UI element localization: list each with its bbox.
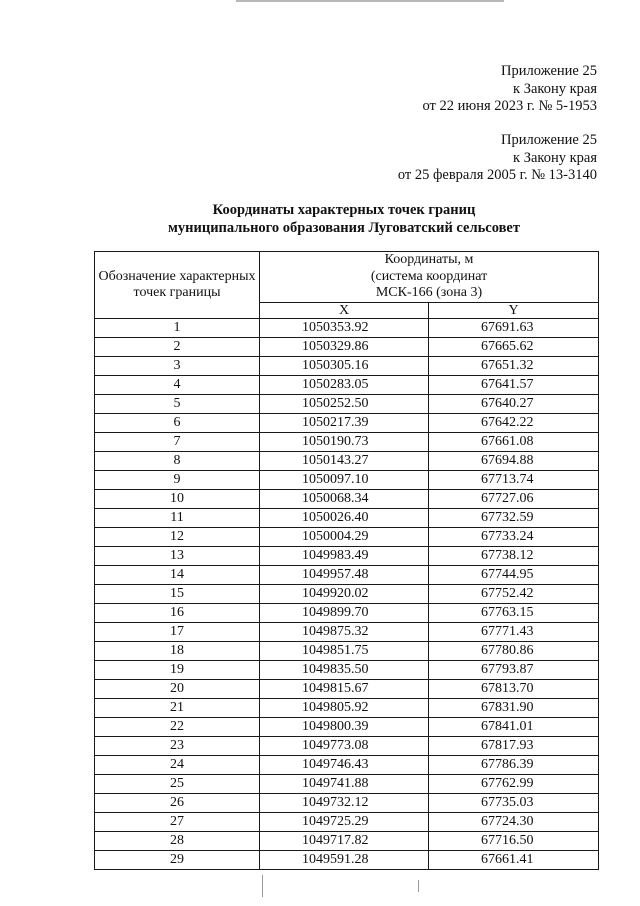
x-coordinate-cell: 1049805.92 [260, 699, 429, 718]
point-id-cell: 18 [95, 642, 260, 661]
table-row [95, 604, 599, 623]
table-row [95, 737, 599, 756]
x-coordinate-cell: 1049725.29 [260, 813, 429, 832]
table-row [95, 680, 599, 699]
y-coordinate-cell: 67762.99 [429, 775, 599, 794]
x-coordinate-cell: 1049591.28 [260, 851, 429, 870]
table-row [95, 452, 599, 471]
point-id-cell: 8 [95, 452, 260, 471]
appendix-current-line2: к Закону края [513, 80, 597, 97]
y-coordinate-cell: 67780.86 [429, 642, 599, 661]
appendix-current-line1: Приложение 25 [501, 63, 597, 79]
document-title-line1: Координаты характерных точек границ [212, 202, 476, 218]
x-coordinate-cell: 1050068.34 [260, 490, 429, 509]
x-column-header: X [260, 303, 429, 319]
point-id-cell: 25 [95, 775, 260, 794]
coordinates-table [94, 251, 599, 870]
point-id-header: Обозначение характерных точек границы [95, 252, 260, 319]
table-row [95, 756, 599, 775]
x-coordinate-cell: 1049899.70 [260, 604, 429, 623]
point-id-cell: 23 [95, 737, 260, 756]
point-id-cell: 12 [95, 528, 260, 547]
point-id-cell: 14 [95, 566, 260, 585]
x-coordinate-cell: 1049875.32 [260, 623, 429, 642]
x-coordinate-cell: 1049741.88 [260, 775, 429, 794]
x-coordinate-cell: 1049717.82 [260, 832, 429, 851]
x-coordinate-cell: 1049835.50 [260, 661, 429, 680]
x-coordinate-cell: 1050004.29 [260, 528, 429, 547]
y-coordinate-cell: 67735.03 [429, 794, 599, 813]
point-id-cell: 2 [95, 338, 260, 357]
y-coordinate-cell: 67733.24 [429, 528, 599, 547]
x-coordinate-cell: 1049851.75 [260, 642, 429, 661]
point-id-cell: 3 [95, 357, 260, 376]
x-coordinate-cell: 1050305.16 [260, 357, 429, 376]
y-coordinate-cell: 67691.63 [429, 319, 599, 338]
x-coordinate-cell: 1050143.27 [260, 452, 429, 471]
y-coordinate-cell: 67640.27 [429, 395, 599, 414]
x-coordinate-cell: 1049983.49 [260, 547, 429, 566]
point-id-cell: 24 [95, 756, 260, 775]
table-row [95, 699, 599, 718]
table-row [95, 585, 599, 604]
table-row [95, 566, 599, 585]
point-id-cell: 10 [95, 490, 260, 509]
scan-top-edge [236, 0, 504, 2]
y-coordinate-cell: 67763.15 [429, 604, 599, 623]
y-coordinate-cell: 67738.12 [429, 547, 599, 566]
table-row [95, 813, 599, 832]
y-coordinate-cell: 67793.87 [429, 661, 599, 680]
table-row [95, 490, 599, 509]
coordinates-header-line3: МСК-166 (зона 3) [375, 285, 483, 301]
coordinates-table-body [95, 319, 599, 870]
y-coordinate-cell: 67771.43 [429, 623, 599, 642]
appendix-original-header [398, 132, 597, 185]
point-id-cell: 9 [95, 471, 260, 490]
y-coordinate-cell: 67732.59 [429, 509, 599, 528]
appendix-current-header [422, 63, 597, 116]
scan-artifact [418, 880, 419, 892]
point-id-cell: 16 [95, 604, 260, 623]
table-row [95, 661, 599, 680]
point-id-cell: 1 [95, 319, 260, 338]
table-row [95, 642, 599, 661]
y-coordinate-cell: 67841.01 [429, 718, 599, 737]
point-id-cell: 5 [95, 395, 260, 414]
x-coordinate-cell: 1049746.43 [260, 756, 429, 775]
point-id-cell: 6 [95, 414, 260, 433]
y-coordinate-cell: 67724.30 [429, 813, 599, 832]
x-coordinate-cell: 1050026.40 [260, 509, 429, 528]
point-id-cell: 11 [95, 509, 260, 528]
y-coordinate-cell: 67813.70 [429, 680, 599, 699]
point-id-cell: 22 [95, 718, 260, 737]
table-row [95, 547, 599, 566]
y-column-header: Y [429, 303, 599, 319]
table-row [95, 376, 599, 395]
x-coordinate-cell: 1050283.05 [260, 376, 429, 395]
y-coordinate-cell: 67752.42 [429, 585, 599, 604]
x-coordinate-cell: 1049800.39 [260, 718, 429, 737]
appendix-original-line3: от 25 февраля 2005 г. № 13-3140 [397, 167, 597, 183]
table-row [95, 433, 599, 452]
coordinates-header [260, 252, 599, 303]
point-id-cell: 4 [95, 376, 260, 395]
table-row [95, 509, 599, 528]
y-coordinate-cell: 67786.39 [429, 756, 599, 775]
x-coordinate-cell: 1050217.39 [260, 414, 429, 433]
x-coordinate-cell: 1049957.48 [260, 566, 429, 585]
table-row [95, 338, 599, 357]
y-coordinate-cell: 67727.06 [429, 490, 599, 509]
appendix-original-line2: к Закону края [513, 149, 597, 166]
table-row [95, 832, 599, 851]
point-id-cell: 17 [95, 623, 260, 642]
table-row [95, 414, 599, 433]
y-coordinate-cell: 67694.88 [429, 452, 599, 471]
table-row [95, 775, 599, 794]
table-row [95, 623, 599, 642]
scan-artifact [262, 875, 263, 897]
point-id-cell: 7 [95, 433, 260, 452]
document-title [100, 202, 588, 237]
x-coordinate-cell: 1049732.12 [260, 794, 429, 813]
point-id-cell: 19 [95, 661, 260, 680]
x-coordinate-cell: 1050190.73 [260, 433, 429, 452]
y-coordinate-cell: 67831.90 [429, 699, 599, 718]
point-id-cell: 21 [95, 699, 260, 718]
table-row [95, 395, 599, 414]
y-coordinate-cell: 67744.95 [429, 566, 599, 585]
document-title-line2: муниципального образования Луговатский сельсовет [168, 219, 520, 236]
y-coordinate-cell: 67665.62 [429, 338, 599, 357]
x-coordinate-cell: 1049773.08 [260, 737, 429, 756]
y-coordinate-cell: 67661.41 [429, 851, 599, 870]
x-coordinate-cell: 1049815.67 [260, 680, 429, 699]
table-row [95, 357, 599, 376]
table-row [95, 319, 599, 338]
x-coordinate-cell: 1050329.86 [260, 338, 429, 357]
x-coordinate-cell: 1050252.50 [260, 395, 429, 414]
point-id-cell: 15 [95, 585, 260, 604]
y-coordinate-cell: 67713.74 [429, 471, 599, 490]
point-id-cell: 20 [95, 680, 260, 699]
point-id-cell: 26 [95, 794, 260, 813]
table-row [95, 794, 599, 813]
table-row [95, 471, 599, 490]
x-coordinate-cell: 1049920.02 [260, 585, 429, 604]
point-id-cell: 28 [95, 832, 260, 851]
x-coordinate-cell: 1050097.10 [260, 471, 429, 490]
table-row [95, 851, 599, 870]
coordinates-header-line1: Координаты, м [384, 252, 474, 268]
coordinates-header-line2: (система координат [370, 268, 488, 284]
y-coordinate-cell: 67641.57 [429, 376, 599, 395]
y-coordinate-cell: 67716.50 [429, 832, 599, 851]
point-id-cell: 13 [95, 547, 260, 566]
appendix-current-line3: от 22 июня 2023 г. № 5-1953 [422, 98, 597, 114]
y-coordinate-cell: 67817.93 [429, 737, 599, 756]
y-coordinate-cell: 67642.22 [429, 414, 599, 433]
y-coordinate-cell: 67661.08 [429, 433, 599, 452]
x-coordinate-cell: 1050353.92 [260, 319, 429, 338]
point-id-cell: 27 [95, 813, 260, 832]
point-id-cell: 29 [95, 851, 260, 870]
table-row [95, 718, 599, 737]
appendix-original-line1: Приложение 25 [501, 132, 597, 148]
y-coordinate-cell: 67651.32 [429, 357, 599, 376]
table-row [95, 528, 599, 547]
